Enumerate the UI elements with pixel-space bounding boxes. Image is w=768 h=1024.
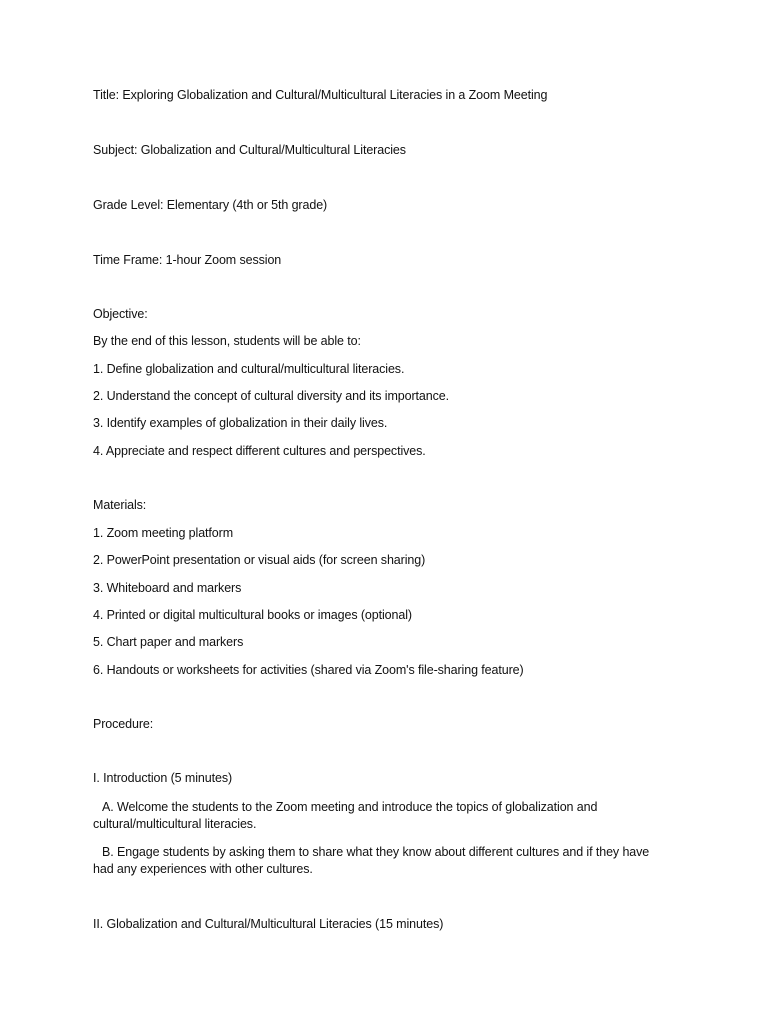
procedure-item-a: A. Welcome the students to the Zoom meeting and introduce the topics of globalization and cultural/multicultural literacies. bbox=[93, 800, 598, 831]
objective-heading: Objective: bbox=[93, 307, 148, 321]
objective-intro: By the end of this lesson, students will be able to: bbox=[93, 334, 361, 348]
materials-item: 1. Zoom meeting platform bbox=[93, 526, 234, 540]
procedure-heading: Procedure: bbox=[93, 717, 154, 731]
materials-item: 5. Chart paper and markers bbox=[93, 635, 244, 649]
objective-item: 3. Identify examples of globalization in their daily lives. bbox=[93, 416, 388, 430]
materials-item: 3. Whiteboard and markers bbox=[93, 581, 242, 595]
procedure-item-b: B. Engage students by asking them to share what they know about different cultures and if they have had any experiences with other cultures. bbox=[93, 845, 650, 876]
title-line: Title: Exploring Globalization and Cultural/Multicultural Literacies in a Zoom Meeting bbox=[93, 88, 548, 102]
objective-item: 2. Understand the concept of cultural diversity and its importance. bbox=[93, 389, 449, 403]
objective-item: 4. Appreciate and respect different cultures and perspectives. bbox=[93, 444, 426, 458]
section-heading: II. Globalization and Cultural/Multicultural Literacies (15 minutes) bbox=[93, 917, 444, 931]
section-heading: I. Introduction (5 minutes) bbox=[93, 771, 233, 785]
time-frame-line: Time Frame: 1-hour Zoom session bbox=[93, 253, 282, 267]
materials-heading: Materials: bbox=[93, 498, 147, 512]
materials-item: 4. Printed or digital multicultural books or images (optional) bbox=[93, 608, 412, 622]
grade-level-line: Grade Level: Elementary (4th or 5th grade) bbox=[93, 198, 328, 212]
subject-line: Subject: Globalization and Cultural/Multicultural Literacies bbox=[93, 143, 406, 157]
objective-item: 1. Define globalization and cultural/multicultural literacies. bbox=[93, 362, 405, 376]
materials-item: 2. PowerPoint presentation or visual aids (for screen sharing) bbox=[93, 553, 426, 567]
materials-item: 6. Handouts or worksheets for activities (shared via Zoom's file-sharing feature) bbox=[93, 663, 524, 677]
